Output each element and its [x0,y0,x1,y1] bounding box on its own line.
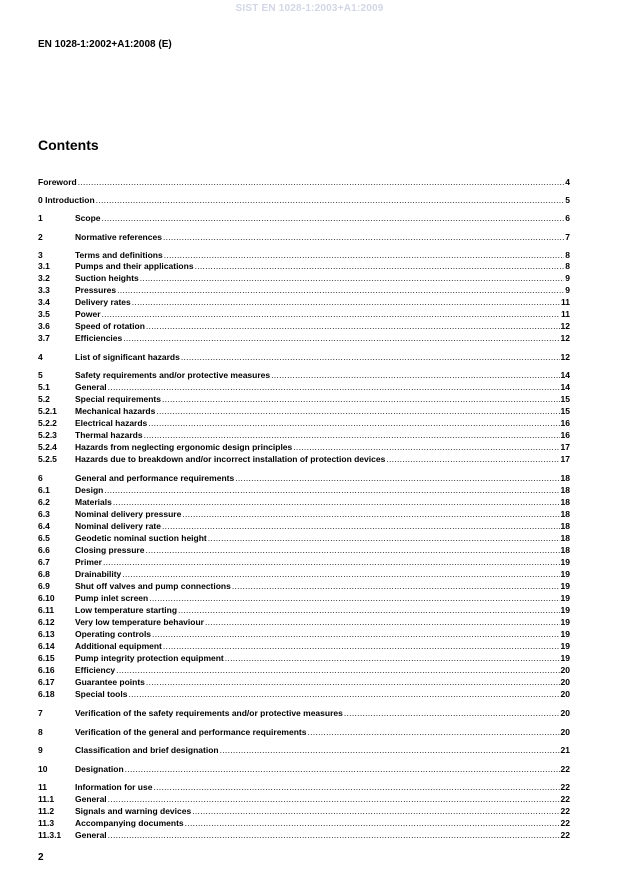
toc-entry-page: 20 [560,665,570,675]
toc-entry-number: 6.3 [38,509,50,519]
toc-dot-leader [344,708,560,719]
toc-entry[interactable] [38,309,570,320]
toc-entry[interactable] [38,195,570,206]
toc-entry[interactable] [38,665,570,676]
toc-entry-title: Hazards from neglecting ergonomic design principles [75,442,293,452]
toc-dot-leader [271,370,559,381]
toc-dot-leader [225,653,560,664]
toc-entry-page: 19 [560,581,570,591]
toc-dot-leader [162,521,560,532]
toc-dot-leader [293,442,559,453]
toc-entry-title: General [75,830,107,840]
toc-entry-number: 6.8 [38,569,50,579]
toc-entry-title: Classification and brief designation [75,745,219,755]
toc-dot-leader [108,830,560,841]
toc-entry[interactable] [38,782,570,793]
toc-entry-number: 6.18 [38,689,55,699]
toc-entry-number: 6.16 [38,665,55,675]
toc-entry[interactable] [38,485,570,496]
toc-entry[interactable] [38,232,570,243]
toc-entry-number: 6.5 [38,533,50,543]
toc-dot-leader [102,213,565,224]
toc-entry-title: General [75,382,107,392]
toc-entry[interactable] [38,641,570,652]
toc-entry-number: 5.2.5 [38,454,57,464]
toc-entry-number: 6.12 [38,617,55,627]
toc-entry-number: 5.2.3 [38,430,57,440]
toc-entry-number: 4 [38,352,43,362]
toc-dot-leader [195,261,565,272]
toc-entry[interactable] [38,653,570,664]
toc-entry-page: 22 [560,806,570,816]
toc-dot-leader [78,177,565,188]
toc-entry-number: 5.1 [38,382,50,392]
toc-entry-number: 6.10 [38,593,55,603]
toc-entry-title: Drainability [75,569,122,579]
toc-entry-page: 18 [560,485,570,495]
toc-entry-page: 19 [560,593,570,603]
watermark: SIST EN 1028-1:2003+A1:2009 [235,3,384,14]
toc-entry-page: 21 [560,745,570,755]
toc-entry-title: General and performance requirements [75,473,235,483]
toc-entry[interactable] [38,418,570,429]
toc-entry-title: Verification of the safety requirements and/or protective measures [75,708,343,718]
toc-entry-page: 12 [560,352,570,362]
toc-entry-page: 20 [560,677,570,687]
toc-entry-page: 17 [560,442,570,452]
toc-entry-title: Speed of rotation [75,321,145,331]
toc-entry-page: 19 [560,605,570,615]
toc-entry-page: 16 [560,430,570,440]
toc-dot-leader [108,794,560,805]
toc-entry-page: 8 [565,261,570,271]
toc-entry-title: Thermal hazards [75,430,143,440]
toc-entry[interactable] [38,382,570,393]
toc-entry[interactable] [38,818,570,829]
toc-entry-number: 3.1 [38,261,50,271]
toc-entry-title: Mechanical hazards [75,406,156,416]
toc-entry[interactable] [38,352,570,363]
toc-entry[interactable] [38,708,570,719]
toc-entry-page: 22 [560,794,570,804]
toc-entry-number: 6.7 [38,557,50,567]
toc-entry-title: 0 Introduction [38,195,95,205]
toc-dot-leader [122,569,559,580]
toc-entry[interactable] [38,617,570,628]
toc-entry[interactable] [38,442,570,453]
toc-dot-leader [102,309,560,320]
toc-entry-page: 18 [560,509,570,519]
toc-entry-page: 8 [565,250,570,260]
toc-dot-leader [145,545,559,556]
toc-dot-leader [104,485,559,496]
toc-entry-number: 8 [38,727,43,737]
toc-entry-number: 11.2 [38,806,55,816]
toc-dot-leader [235,473,559,484]
toc-entry-title: Verification of the general and performance requirements [75,727,307,737]
toc-entry[interactable] [38,764,570,775]
toc-entry[interactable] [38,213,570,224]
toc-entry[interactable] [38,545,570,556]
toc-entry-number: 6 [38,473,43,483]
toc-entry[interactable] [38,394,570,405]
toc-entry-title: Designation [75,764,124,774]
toc-entry-page: 20 [560,708,570,718]
toc-entry-title: Low temperature starting [75,605,178,615]
toc-entry-number: 1 [38,213,43,223]
toc-entry-page: 15 [560,394,570,404]
toc-dot-leader [178,605,560,616]
toc-entry-page: 18 [560,497,570,507]
toc-entry-number: 10 [38,764,48,774]
toc-entry-page: 22 [560,782,570,792]
toc-entry[interactable] [38,250,570,261]
toc-dot-leader [386,454,559,465]
toc-entry-number: 5.2.4 [38,442,57,452]
toc-entry[interactable] [38,454,570,465]
toc-entry-number: 11.3 [38,818,55,828]
toc-entry[interactable] [38,629,570,640]
toc-entry-number: 7 [38,708,43,718]
toc-entry-title: Pump inlet screen [75,593,149,603]
toc-entry-number: 6.17 [38,677,55,687]
toc-dot-leader [232,581,560,592]
page-number: 2 [38,852,44,863]
toc-entry[interactable] [38,593,570,604]
toc-dot-leader [162,394,560,405]
toc-entry-number: 3 [38,250,43,260]
toc-entry-title: Nominal delivery pressure [75,509,182,519]
toc-entry-page: 22 [560,818,570,828]
toc-entry-title: Special tools [75,689,128,699]
toc-entry-title: Signals and warning devices [75,806,192,816]
toc-entry[interactable] [38,261,570,272]
toc-entry-number: 3.7 [38,333,50,343]
toc-entry-page: 9 [565,285,570,295]
toc-dot-leader [125,764,560,775]
toc-entry[interactable] [38,689,570,700]
toc-dot-leader [208,533,560,544]
toc-entry-title: Special requirements [75,394,161,404]
toc-entry[interactable] [38,727,570,738]
toc-entry-title: Power [75,309,101,319]
toc-entry-number: 3.2 [38,273,50,283]
toc-dot-leader [132,297,560,308]
toc-entry[interactable] [38,406,570,417]
toc-entry-title: Shut off valves and pump connections [75,581,231,591]
toc-entry[interactable] [38,285,570,296]
toc-entry-title: Materials [75,497,112,507]
toc-dot-leader [153,782,559,793]
toc-entry-number: 6.1 [38,485,50,495]
toc-entry-number: 6.9 [38,581,50,591]
toc-entry-title: Closing pressure [75,545,145,555]
toc-entry[interactable] [38,745,570,756]
toc-entry-page: 18 [560,545,570,555]
toc-entry-page: 16 [560,418,570,428]
toc-dot-leader [148,418,559,429]
toc-entry-number: 3.3 [38,285,50,295]
toc-entry-page: 11 [561,309,570,319]
toc-entry[interactable] [38,509,570,520]
toc-entry-number: 6.4 [38,521,50,531]
toc-entry-title: Guarantee points [75,677,145,687]
toc-entry-title: Safety requirements and/or protective measures [75,370,271,380]
toc-entry-page: 7 [565,232,570,242]
toc-entry-number: 9 [38,745,43,755]
toc-entry-number: 6.2 [38,497,50,507]
toc-dot-leader [103,557,560,568]
toc-entry[interactable] [38,569,570,580]
toc-entry-page: 6 [565,213,570,223]
toc-entry[interactable] [38,297,570,308]
toc-entry-page: 19 [560,641,570,651]
toc-entry[interactable] [38,794,570,805]
toc-entry[interactable] [38,177,570,188]
toc-entry[interactable] [38,557,570,568]
toc-entry[interactable] [38,430,570,441]
toc-entry-page: 12 [560,321,570,331]
toc-entry-page: 18 [560,533,570,543]
toc-entry-number: 2 [38,232,43,242]
toc-entry-title: Operating controls [75,629,152,639]
toc-entry[interactable] [38,497,570,508]
toc-entry-title: Pump integrity protection equipment [75,653,224,663]
toc-entry-title: Terms and definitions [75,250,163,260]
toc-entry-title: Scope [75,213,101,223]
toc-entry-page: 11 [561,297,570,307]
toc-entry-page: 17 [560,454,570,464]
toc-entry-title: Delivery rates [75,297,131,307]
toc-entry-title: Electrical hazards [75,418,148,428]
toc-entry-page: 20 [560,727,570,737]
toc-entry-page: 15 [560,406,570,416]
toc-entry-title: Additional equipment [75,641,162,651]
toc-entry-page: 19 [560,569,570,579]
toc-dot-leader [117,285,564,296]
toc-entry-title: Efficiencies [75,333,123,343]
toc-entry[interactable] [38,533,570,544]
toc-entry-title: Information for use [75,782,153,792]
toc-entry-number: 3.4 [38,297,50,307]
document-id: EN 1028-1:2002+A1:2008 (E) [38,39,172,50]
toc-entry-page: 4 [565,177,570,187]
toc-entry-page: 22 [560,830,570,840]
toc-entry-title: Geodetic nominal suction height [75,533,207,543]
toc-dot-leader [307,727,559,738]
toc-dot-leader [116,665,559,676]
toc-entry-page: 14 [560,370,570,380]
toc-dot-leader [146,321,560,332]
toc-entry[interactable] [38,677,570,688]
toc-entry[interactable] [38,581,570,592]
toc-dot-leader [96,195,565,206]
toc-entry-number: 5.2 [38,394,50,404]
toc-entry[interactable] [38,473,570,484]
toc-entry-title: Efficiency [75,665,116,675]
toc-entry-title: Very low temperature behaviour [75,617,204,627]
toc-entry-page: 22 [560,764,570,774]
toc-entry[interactable] [38,521,570,532]
toc-dot-leader [123,333,559,344]
toc-entry-title: Nominal delivery rate [75,521,161,531]
toc-entry-number: 3.6 [38,321,50,331]
toc-entry[interactable] [38,321,570,332]
toc-dot-leader [146,677,560,688]
toc-dot-leader [149,593,559,604]
toc-entry-page: 19 [560,629,570,639]
toc-entry-title: Accompanying documents [75,818,184,828]
toc-dot-leader [192,806,559,817]
toc-entry-page: 19 [560,557,570,567]
toc-entry-title: Suction heights [75,273,139,283]
toc-entry-title: Primer [75,557,102,567]
toc-entry[interactable] [38,806,570,817]
toc-entry-number: 11.1 [38,794,55,804]
toc-entry-page: 5 [565,195,570,205]
toc-entry-number: 6.13 [38,629,55,639]
toc-entry-number: 3.5 [38,309,50,319]
toc-entry-page: 19 [560,653,570,663]
contents-heading: Contents [38,137,99,153]
toc-entry[interactable] [38,370,570,381]
toc-entry-page: 9 [565,273,570,283]
toc-entry-title: General [75,794,107,804]
toc-entry[interactable] [38,605,570,616]
toc-entry-number: 6.6 [38,545,50,555]
toc-entry-page: 19 [560,617,570,627]
toc-entry-title: Hazards due to breakdown and/or incorrect installation of protection devices [75,454,386,464]
toc-entry-page: 12 [560,333,570,343]
toc-entry-page: 18 [560,473,570,483]
toc-entry-title: Normative references [75,232,162,242]
toc-entry[interactable] [38,273,570,284]
toc-entry-title: List of significant hazards [75,352,180,362]
toc-entry-number: 5.2.2 [38,418,57,428]
toc-entry-page: 14 [560,382,570,392]
toc-dot-leader [113,497,560,508]
toc-dot-leader [182,509,559,520]
toc-dot-leader [156,406,559,417]
toc-entry-number: 11.3.1 [38,830,62,840]
toc-entry-page: 20 [560,689,570,699]
toc-dot-leader [181,352,560,363]
toc-entry-number: 5.2.1 [38,406,57,416]
toc-dot-leader [220,745,560,756]
toc-dot-leader [108,382,560,393]
toc-entry-title: Pumps and their applications [75,261,194,271]
toc-entry-number: 11 [38,782,47,792]
toc-dot-leader [163,641,560,652]
toc-entry-number: 5 [38,370,43,380]
toc-dot-leader [128,689,559,700]
toc-dot-leader [185,818,560,829]
toc-entry-title: Foreword [38,177,77,187]
toc-entry-number: 6.15 [38,653,55,663]
toc-dot-leader [152,629,559,640]
toc-entry[interactable] [38,830,570,841]
toc-entry-title: Pressures [75,285,117,295]
toc-entry[interactable] [38,333,570,344]
toc-entry-number: 6.14 [38,641,55,651]
toc-dot-leader [205,617,560,628]
toc-entry-page: 18 [560,521,570,531]
toc-dot-leader [140,273,565,284]
toc-dot-leader [163,232,564,243]
toc-dot-leader [144,430,560,441]
toc-dot-leader [164,250,565,261]
toc-entry-title: Design [75,485,104,495]
toc-entry-number: 6.11 [38,605,55,615]
